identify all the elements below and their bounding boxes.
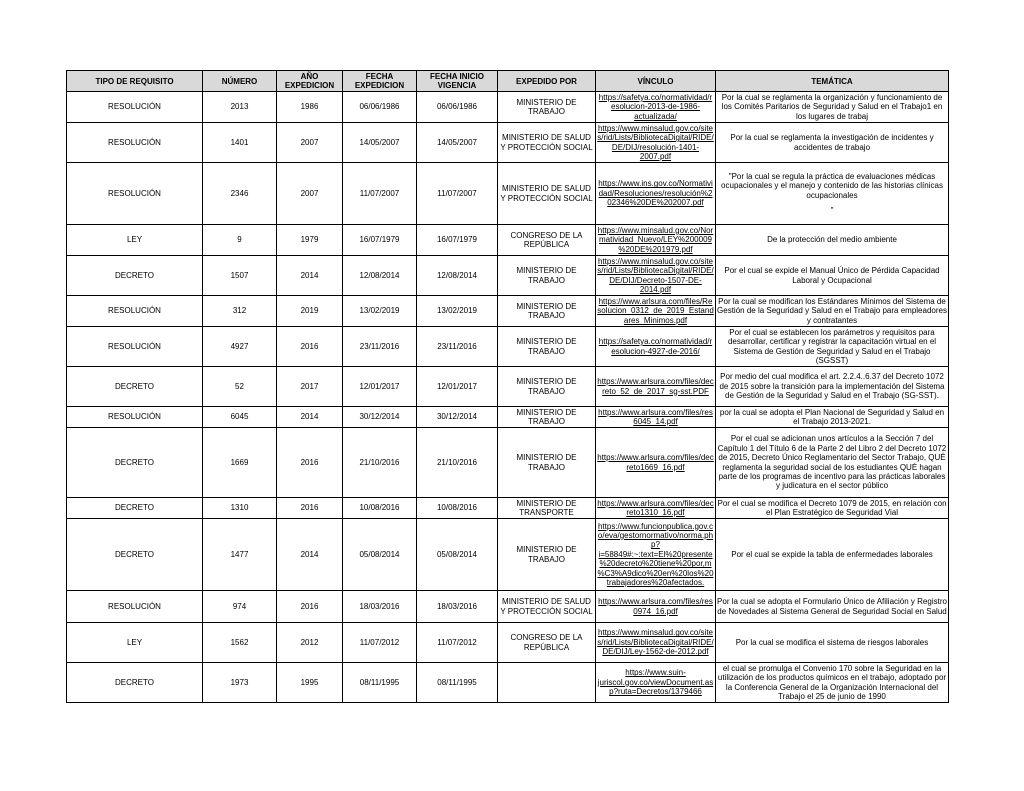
cell-fecha-expedicion: 10/08/2016 (343, 498, 417, 519)
cell-tematica: Por el cual se establecen los parámetros y requisitos para desarrollar, certificar y registrar la capacitación virtual en el Sistema de Gestión de Seguridad y Salud en el Trabajo (SGSST) (716, 327, 949, 367)
cell-anio: 2007 (277, 123, 343, 163)
cell-fecha-vigencia: 13/02/2019 (417, 296, 498, 327)
cell-tematica: De la protección del medio ambiente (716, 225, 949, 256)
cell-fecha-expedicion: 16/07/1979 (343, 225, 417, 256)
cell-fecha-vigencia: 12/08/2014 (417, 256, 498, 296)
cell-vinculo-link[interactable]: https://www.minsalud.gov.co/Normatividad_Nuevo/LEY%200009%20DE%201979.pdf (596, 225, 716, 256)
cell-fecha-expedicion: 12/08/2014 (343, 256, 417, 296)
cell-vinculo-link[interactable]: https://www.ins.gov.co/Normatividad/Resoluciones/resolución%202346%20DE%202007.pdf (596, 163, 716, 225)
table-header-row (67, 71, 949, 92)
cell-fecha-expedicion: 23/11/2016 (343, 327, 417, 367)
cell-tematica: el cual se promulga el Convenio 170 sobre la Seguridad en la utilización de los productos químicos en el trabajo, adoptado por la Conferencia General de la Organización Internacional del Trabajo el 25 de junio de 1990 (716, 663, 949, 703)
header-numero: NÚMERO (203, 71, 277, 92)
cell-vinculo-link[interactable]: https://www.minsalud.gov.co/sites/rid/Lists/BibliotecaDigital/RIDE/DE/DIJ/Ley-1562-de-2012.pdf (596, 623, 716, 663)
cell-fecha-vigencia: 10/08/2016 (417, 498, 498, 519)
cell-fecha-vigencia: 05/08/2014 (417, 519, 498, 591)
cell-tipo: DECRETO (67, 367, 203, 407)
cell-anio: 2019 (277, 296, 343, 327)
table-row (67, 663, 949, 703)
cell-numero: 1562 (203, 623, 277, 663)
tematica-closing-quote: " (830, 205, 834, 215)
cell-tematica: Por la cual se modifica el sistema de riesgos laborales (716, 623, 949, 663)
cell-expedido-por: MINISTERIO DE TRABAJO (498, 407, 596, 428)
table-row (67, 256, 949, 296)
cell-anio: 2016 (277, 591, 343, 623)
cell-tipo: DECRETO (67, 519, 203, 591)
table-row (67, 327, 949, 367)
cell-tematica: Por el cual se modifica el Decreto 1079 de 2015, en relación con el Plan Estratégico de Seguridad Vial (717, 498, 947, 517)
cell-fecha-expedicion: 05/08/2014 (343, 519, 417, 591)
cell-tipo: DECRETO (67, 663, 203, 703)
cell-anio: 2016 (277, 327, 343, 367)
cell-tipo: RESOLUCIÓN (67, 327, 203, 367)
cell-expedido-por: MINISTERIO DE TRABAJO (498, 428, 596, 498)
cell-anio: 2014 (277, 256, 343, 296)
cell-fecha-vigencia: 21/10/2016 (417, 428, 498, 498)
cell-vinculo-link[interactable]: https://safetya.co/normatividad/resolucion-2013-de-1986-actualizada/ (596, 92, 716, 123)
cell-expedido-por: MINISTERIO DE TRANSPORTE (498, 498, 596, 519)
header-vinculo: VÍNCULO (596, 71, 716, 92)
cell-vinculo-link[interactable]: https://safetya.co/normatividad/resolucion-4927-de-2016/ (596, 327, 716, 367)
cell-expedido-por: MINISTERIO DE TRABAJO (498, 327, 596, 367)
cell-anio: 2012 (277, 623, 343, 663)
cell-expedido-por: MINISTERIO DE TRABAJO (498, 519, 596, 591)
cell-tipo: RESOLUCIÓN (67, 296, 203, 327)
cell-fecha-expedicion: 12/01/2017 (343, 367, 417, 407)
cell-anio: 1979 (277, 225, 343, 256)
cell-fecha-vigencia: 18/03/2016 (417, 591, 498, 623)
cell-vinculo-link[interactable]: https://www.arlsura.com/files/res0974_16.pdf (596, 591, 716, 623)
cell-expedido-por: CONGRESO DE LA REPÚBLICA (498, 623, 596, 663)
cell-fecha-expedicion: 13/02/2019 (343, 296, 417, 327)
cell-fecha-vigencia: 30/12/2014 (417, 407, 498, 428)
cell-vinculo-link[interactable]: https://www.arlsura.com/files/decreto1669_16.pdf (596, 428, 716, 498)
cell-tipo: RESOLUCIÓN (67, 407, 203, 428)
header-tematica: TEMÁTICA (716, 71, 949, 92)
cell-tipo: DECRETO (67, 498, 203, 519)
cell-expedido-por: MINISTERIO DE TRABAJO (498, 367, 596, 407)
cell-tematica: Por el cual se adicionan unos artículos a la Sección 7 del Capítulo 1 del Título 6 de la Parte 2 del Libro 2 del Decreto 1072 de 2015, Decreto Único Reglamentario del Sector Trabajo, QUÉ reglamenta la seguridad social de los estudiantes QUÉ hagan parte de los programas de incentivo para las prácticas laborales y judicatura en el sector público (716, 428, 949, 498)
cell-tipo: RESOLUCIÓN (67, 92, 203, 123)
cell-fecha-expedicion: 11/07/2012 (343, 623, 417, 663)
tematica-text: "Por la cual se regula la práctica de evaluaciones médicas ocupacionales y el manejo y contenido de las historias clínicas ocupacionales (721, 171, 943, 200)
cell-tematica: por la cual se adopta el Plan Nacional de Seguridad y Salud en el Trabajo 2013-2021. (716, 407, 949, 428)
table-row (67, 225, 949, 256)
cell-numero: 1477 (203, 519, 277, 591)
table-row (67, 498, 949, 519)
cell-tipo: DECRETO (67, 256, 203, 296)
cell-anio: 2014 (277, 407, 343, 428)
cell-tematica: Por medio del cual modifica el art. 2.2.4..6.37 del Decreto 1072 de 2015 sobre la transición para la implementación del Sistema de Gestión de la Seguridad y Salud en el Trabajo (SG-SST). (716, 367, 949, 407)
cell-numero: 6045 (203, 407, 277, 428)
header-anio: AÑO EXPEDICION (277, 71, 343, 92)
cell-numero: 1401 (203, 123, 277, 163)
cell-numero: 1669 (203, 428, 277, 498)
cell-tematica: Por la cual se reglamenta la investigación de incidentes y accidentes de trabajo (716, 123, 949, 163)
cell-fecha-vigencia: 11/07/2012 (417, 623, 498, 663)
cell-fecha-expedicion: 30/12/2014 (343, 407, 417, 428)
cell-vinculo-link[interactable]: https://www.arlsura.com/files/decreto_52_de_2017_sg-sst.PDF (596, 367, 716, 407)
cell-vinculo-link[interactable]: https://www.funcionpublica.gov.co/eva/gestornormativo/norma.php?i=58849#:~:text=El%20presente%20decreto%20tiene%20por,m%C3%A9dico%20en%20los%20trabajadores%20afectados. (596, 519, 716, 591)
cell-vinculo-link[interactable]: https://www.minsalud.gov.co/sites/rid/Lists/BibliotecaDigital/RIDE/DE/DIJ/Decreto-1507-DE-2014.pdf (597, 256, 714, 294)
cell-numero: 312 (203, 296, 277, 327)
cell-expedido-por: MINISTERIO DE SALUD Y PROTECCIÓN SOCIAL (498, 123, 596, 163)
cell-anio: 2016 (277, 428, 343, 498)
table-row (67, 519, 949, 591)
cell-expedido-por: CONGRESO DE LA REPÚBLICA (498, 225, 596, 256)
header-tipo: TIPO DE REQUISITO (67, 71, 203, 92)
table-row (67, 367, 949, 407)
cell-numero: 1310 (203, 498, 277, 519)
cell-numero: 9 (203, 225, 277, 256)
table-row (67, 591, 949, 623)
cell-anio: 2017 (277, 367, 343, 407)
table-row (67, 407, 949, 428)
cell-vinculo-link[interactable]: https://www.arlsura.com/files/decreto1310_16.pdf (597, 498, 714, 517)
header-fecha-vigencia: FECHA INICIO VIGENCIA (417, 71, 498, 92)
cell-vinculo-link[interactable]: https://www.arlsura.com/files/Resolucion_0312_de_2019_Estandares_Minimos.pdf (597, 296, 714, 325)
cell-fecha-vigencia: 12/01/2017 (417, 367, 498, 407)
cell-tematica: Por la cual se reglamenta la organización y funcionamiento de los Comités Paritarios de Seguridad y Salud en el Trabajo1 en los lugares de trabaj (716, 92, 949, 123)
cell-anio: 1986 (277, 92, 343, 123)
cell-fecha-expedicion: 14/05/2007 (343, 123, 417, 163)
legal-requirements-table (66, 70, 949, 703)
cell-numero: 2013 (203, 92, 277, 123)
cell-numero: 1507 (203, 256, 277, 296)
cell-tematica (716, 163, 949, 225)
header-expedido-por: EXPEDIDO POR (498, 71, 596, 92)
cell-fecha-expedicion: 06/06/1986 (343, 92, 417, 123)
cell-fecha-expedicion: 08/11/1995 (343, 663, 417, 703)
cell-fecha-expedicion: 11/07/2007 (343, 163, 417, 225)
cell-tipo: RESOLUCIÓN (67, 163, 203, 225)
cell-tipo: RESOLUCIÓN (67, 123, 203, 163)
cell-expedido-por: MINISTERIO DE TRABAJO (498, 256, 596, 296)
cell-fecha-expedicion: 18/03/2016 (343, 591, 417, 623)
cell-tipo: LEY (67, 623, 203, 663)
table-row (67, 163, 949, 225)
cell-anio: 2014 (277, 519, 343, 591)
cell-fecha-vigencia: 11/07/2007 (417, 163, 498, 225)
table-row (67, 428, 949, 498)
cell-numero: 1973 (203, 663, 277, 703)
cell-expedido-por (498, 663, 596, 703)
cell-expedido-por: MINISTERIO DE TRABAJO (498, 296, 596, 327)
cell-anio: 2016 (277, 498, 343, 519)
cell-tematica: Por la cual se adopta el Formulario Único de Afiliación y Registro de Novedades al Sistema General de Seguridad Social en Salud (716, 591, 949, 623)
cell-vinculo-link[interactable]: https://www.minsalud.gov.co/sites/rid/Lists/BibliotecaDigital/RIDE/DE/DIJ/resolución-1401-2007.pdf (597, 123, 714, 161)
cell-numero: 2346 (203, 163, 277, 225)
cell-tipo: DECRETO (67, 428, 203, 498)
table-row (67, 296, 949, 327)
cell-expedido-por: MINISTERIO DE SALUD Y PROTECCIÓN SOCIAL (498, 163, 596, 225)
cell-numero: 974 (203, 591, 277, 623)
cell-fecha-vigencia: 08/11/1995 (417, 663, 498, 703)
cell-tematica: Por la cual se modifican los Estándares Mínimos del Sistema de Gestión de la Seguridad y Salud en el Trabajo para empleadores y contratantes (717, 296, 947, 325)
cell-vinculo-link[interactable]: https://www.suin-juriscol.gov.co/viewDocument.asp?ruta=Decretos/1379466 (596, 663, 716, 703)
cell-numero: 4927 (203, 327, 277, 367)
cell-fecha-vigencia: 16/07/1979 (417, 225, 498, 256)
cell-anio: 1995 (277, 663, 343, 703)
cell-tematica: Por el cual se expide la tabla de enfermedades laborales (716, 519, 949, 591)
cell-vinculo-link[interactable]: https://www.arlsura.com/files/res6045_14.pdf (596, 407, 716, 428)
cell-numero: 52 (203, 367, 277, 407)
table-row (67, 623, 949, 663)
cell-tipo: RESOLUCIÓN (67, 591, 203, 623)
cell-anio: 2007 (277, 163, 343, 225)
header-fecha-expedicion: FECHA EXPEDICION (343, 71, 417, 92)
cell-tematica: Por el cual se expide el Manual Único de Pérdida Capacidad Laboral y Ocupacional (716, 256, 949, 296)
table-row (67, 123, 949, 163)
cell-expedido-por: MINISTERIO DE SALUD Y PROTECCIÓN SOCIAL (498, 591, 596, 623)
cell-fecha-vigencia: 23/11/2016 (417, 327, 498, 367)
cell-fecha-expedicion: 21/10/2016 (343, 428, 417, 498)
cell-tipo: LEY (67, 225, 203, 256)
table-row (67, 92, 949, 123)
cell-fecha-vigencia: 14/05/2007 (417, 123, 498, 163)
cell-fecha-vigencia: 06/06/1986 (417, 92, 498, 123)
cell-expedido-por: MINISTERIO DE TRABAJO (498, 92, 596, 123)
